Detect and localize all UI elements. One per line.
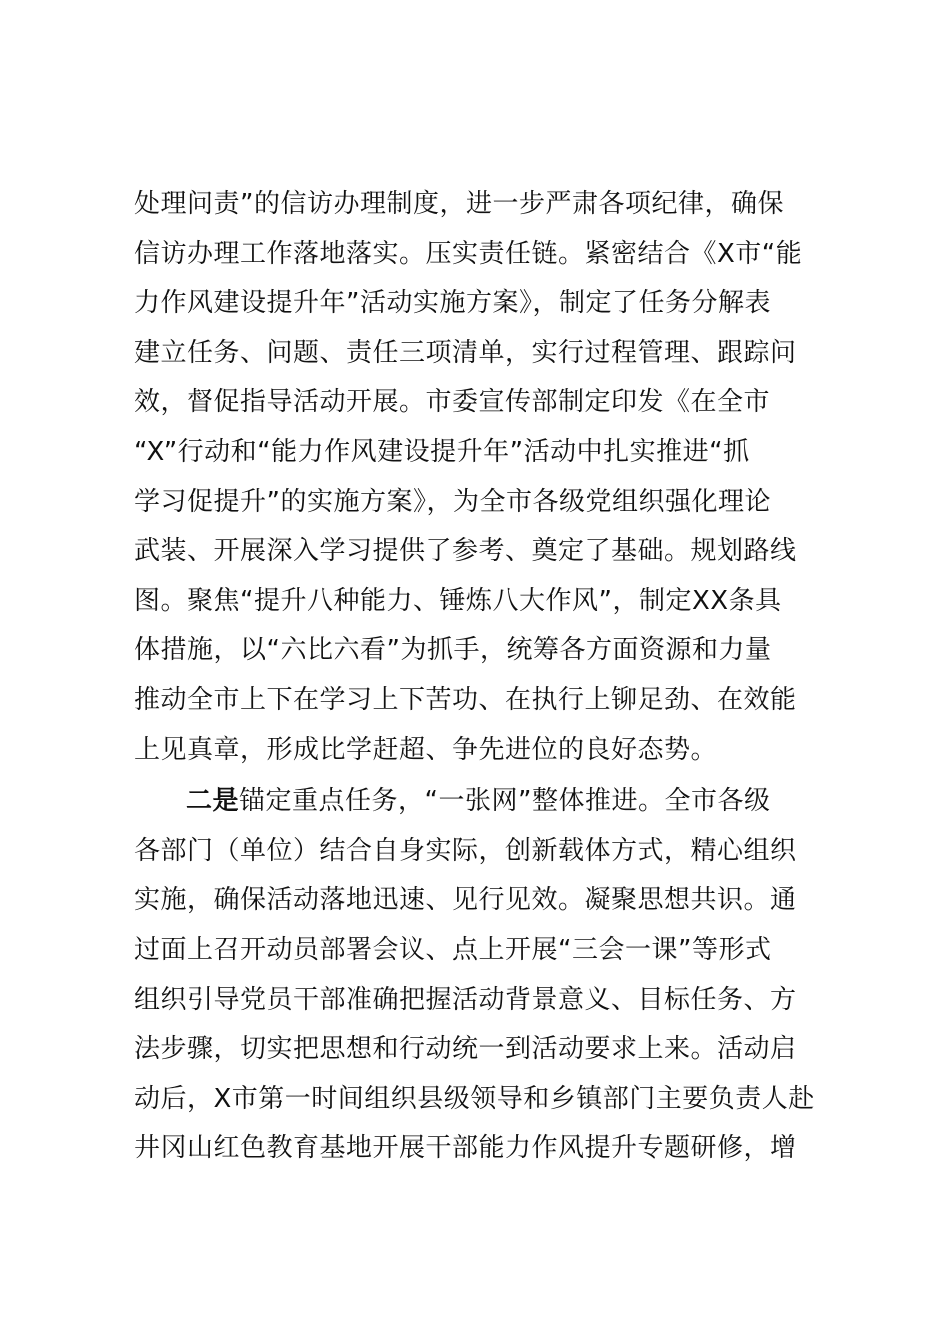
text-line: 组织引导党员干部准确把握活动背景意义、目标任务、方 <box>134 984 797 1015</box>
text-line: 建立任务、问题、责任三项清单，实行过程管理、跟踪问 <box>134 337 797 368</box>
text-line: 信访办理工作落地落实。压实责任链。紧密结合《X市“能 <box>134 238 803 269</box>
text-line: 武装、开展深入学习提供了参考、奠定了基础。规划路线 <box>134 536 797 567</box>
text-line: 学习促提升”的实施方案》，为全市各级党组织强化理论 <box>134 486 771 517</box>
text-line: 各部门（单位）结合自身实际，创新载体方式，精心组织 <box>134 835 797 866</box>
text-line: 过面上召开动员部署会议、点上开展“三会一课”等形式 <box>134 934 772 965</box>
text-line: 处理问责”的信访办理制度，进一步严肃各项纪律，确保 <box>134 189 784 219</box>
text-line: 井冈山红色教育基地开展干部能力作风提升专题研修，增 <box>134 1133 797 1164</box>
text-line: 法步骤，切实把思想和行动统一到活动要求上来。活动启 <box>134 1034 797 1065</box>
text-line: 图。聚焦“提升八种能力、锤炼八大作风”，制定XX条具 <box>134 585 782 616</box>
text-line: 效，督促指导活动开展。市委宣传部制定印发《在全市 <box>134 387 771 418</box>
text-line: 体措施，以“六比六看”为抓手，统筹各方面资源和力量 <box>134 635 772 666</box>
paragraph-2-first-line <box>134 777 854 827</box>
text-line: 动后，X市第一时间组织县级领导和乡镇部门主要负责人赴 <box>134 1083 815 1114</box>
text-span: 锚定重点任务，“一张网”整体推进。全市各级 <box>239 786 771 817</box>
text-line: 推动全市上下在学习上下苦功、在执行上铆足劲、在效能 <box>134 684 797 715</box>
text-line: 上见真章，形成比学赶超、争先进位的良好态势。 <box>134 734 718 765</box>
text-line: 力作风建设提升年”活动实施方案》，制定了任务分解表 <box>134 288 771 319</box>
text-line: “X”行动和“能力作风建设提升年”活动中扎实推进“抓 <box>134 436 750 467</box>
text-line: 实施，确保活动落地迅速、见行见效。凝聚思想共识。通 <box>134 885 797 916</box>
body-text <box>134 180 854 1174</box>
paragraph-lead-bold: 二是 <box>186 786 240 817</box>
